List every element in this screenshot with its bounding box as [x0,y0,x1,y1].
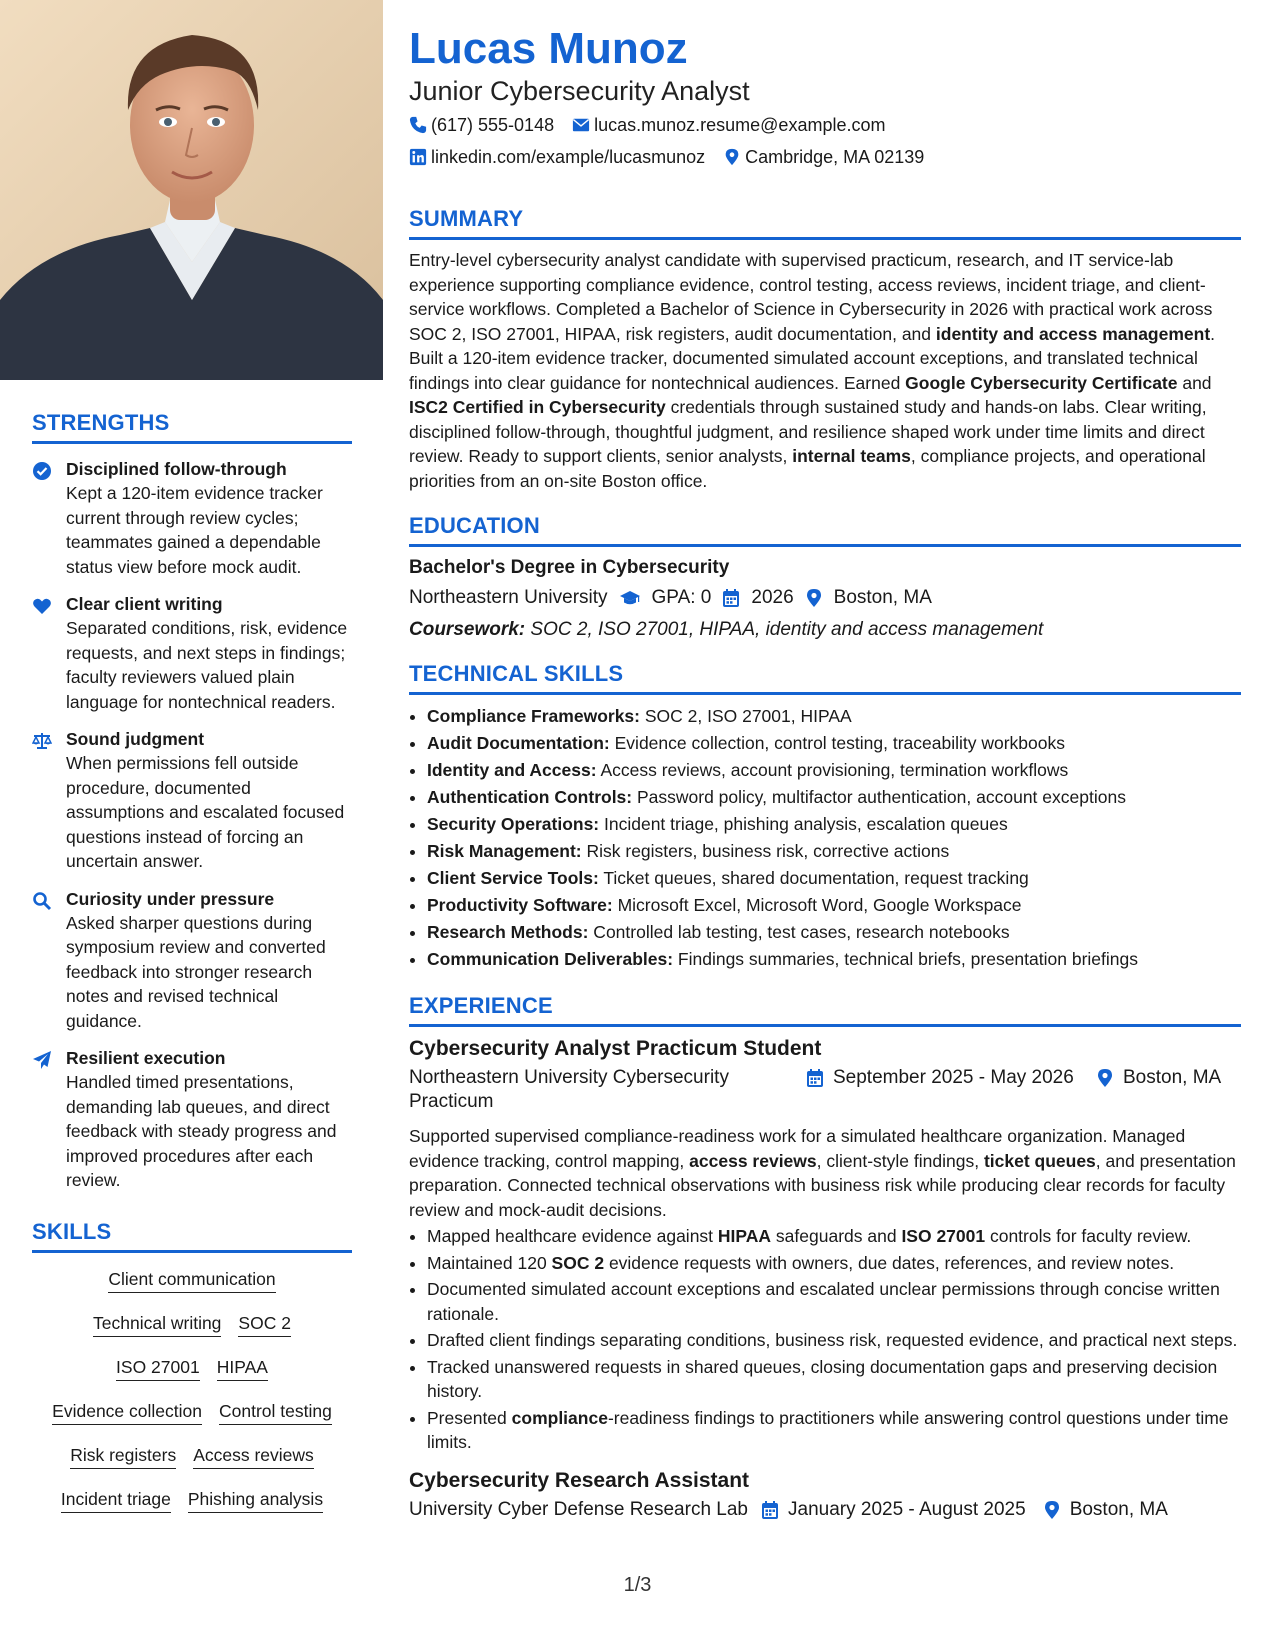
profile-photo [0,0,383,380]
technical-skill-item [427,946,1241,973]
map-pin-icon [723,148,741,166]
job-bullet-bold: ISO 27001 [901,1226,986,1246]
section-divider [409,544,1241,547]
job-bullet-text: Documented simulated account exceptions and escalated unclear permissions through concise written rationale. [427,1279,1220,1324]
skill-category: Identity and Access: [427,760,597,780]
job-organization: Northeastern University Cybersecurity Practicum [409,1067,729,1112]
skill-values: Access reviews, account provisioning, termination workflows [596,760,1069,780]
skill-category: Client Service Tools: [427,868,599,888]
main-content [409,24,1241,1522]
skill-values: Evidence collection, control testing, traceability workbooks [609,733,1065,753]
experience-title: EXPERIENCE [409,993,553,1018]
summary-text: credentials through sustained study and hands-on labs. Clear writing, disciplined follow-through, thoughtful judgment, and resilience shaped work under time limits and direct review. Ready to support clients, senior analysts, [409,397,1207,466]
skill-tag: Evidence collection [52,1399,202,1425]
summary-text: , compliance projects, and operational priorities from an on-site Boston office. [409,446,1206,491]
job-meta [409,1498,1241,1522]
strength-desc: Kept a 120-item evidence tracker current through review cycles; teammates gained a dependable status view before mock audit. [66,483,323,577]
section-divider [409,1024,1241,1027]
strength-desc: When permissions fell outside procedure, documented assumptions and escalated focused questions instead of forcing an uncertain answer. [66,753,345,871]
job-summary [409,1124,1241,1222]
degree-title: Bachelor's Degree in Cybersecurity [409,557,730,578]
technical-skill-item [427,919,1241,946]
job-bullet-text: evidence requests with owners, due dates, references, and review notes. [604,1252,1175,1273]
summary-bold: internal teams [792,446,911,466]
technical-skill-item [427,838,1241,865]
strength-title: Clear client writing [66,594,223,614]
skill-tag: ISO 27001 [116,1355,200,1381]
map-pin-icon [1042,1500,1062,1520]
skill-tag: Control testing [219,1399,332,1425]
section-divider [32,1250,352,1253]
summary-text: and [1177,372,1212,393]
job-summary-bold: ticket queues [983,1150,1096,1171]
technical-skills-section [409,661,1241,973]
phone-link[interactable]: (617) 555-0148 [431,115,555,135]
skill-tag: Client communication [108,1267,275,1293]
skill-values: Password policy, multifactor authentication, account exceptions [632,787,1126,807]
job-bullet-bold: compliance [511,1407,608,1428]
technical-skill-item [427,730,1241,757]
job-bullet-text: -readiness findings to practitioners while answering control questions under time limits. [427,1407,1229,1452]
skill-tag: Incident triage [61,1487,171,1513]
job-bullet [427,1355,1241,1404]
technical-skill-item [427,784,1241,811]
map-pin-icon [804,588,824,608]
section-divider [409,237,1241,240]
job-bullet-bold: SOC 2 [551,1252,605,1273]
skill-category: Authentication Controls: [427,787,633,807]
coursework [409,619,1241,641]
skills-list [32,1267,352,1513]
education-section [409,513,1241,641]
job-bullet-text: Presented [427,1407,512,1428]
strength-title: Disciplined follow-through [66,459,287,479]
school-location: Boston, MA [833,587,932,608]
job-summary-bold: access reviews [689,1150,817,1171]
summary-bold: Google Cybersecurity Certificate [905,372,1178,393]
skill-values: SOC 2, ISO 27001, HIPAA [639,706,852,726]
technical-skill-item [427,703,1241,730]
linkedin-icon [409,148,427,166]
summary-text: . Built a 120-item evidence tracker, documented simulated account exceptions, and translated technical findings into clear guidance for nontechnical audiences. Earned [409,323,1216,393]
contact-row [409,110,1241,140]
technical-skill-item [427,811,1241,838]
skill-values: Microsoft Excel, Microsoft Word, Google Workspace [612,895,1022,915]
scale-icon [32,731,52,751]
technical-skills-title: TECHNICAL SKILLS [409,661,624,686]
skill-values: Findings summaries, technical briefs, presentation briefings [673,949,1138,969]
experience-section [409,993,1241,1522]
strength-item [32,458,352,579]
strength-item [32,593,352,714]
strength-item [32,1047,352,1193]
strength-desc: Handled timed presentations, demanding lab queues, and direct feedback with steady progress and improved procedures after each review. [66,1072,337,1190]
sidebar [0,0,383,1650]
paper-plane-icon [32,1050,52,1070]
graduation-cap-icon [618,588,642,608]
skill-tag: Risk registers [70,1443,176,1469]
graduation-year: 2026 [751,587,794,608]
job-bullet-text: controls for faculty review. [985,1226,1192,1246]
education-meta [409,587,1241,609]
school-name: Northeastern University [409,587,608,608]
strength-title: Resilient execution [66,1048,226,1068]
skill-category: Risk Management: [427,841,582,861]
summary-title: SUMMARY [409,206,524,231]
skill-category: Compliance Frameworks: [427,706,640,726]
map-pin-icon [1095,1068,1115,1088]
technical-skill-item [427,865,1241,892]
strength-title: Sound judgment [66,729,205,749]
skill-values: Incident triage, phishing analysis, escalation queues [599,814,1008,834]
job-title: Junior Cybersecurity Analyst [409,76,750,106]
technical-skill-item [427,892,1241,919]
education-title: EDUCATION [409,513,540,538]
job-summary-text: , client-style findings, [816,1150,984,1171]
strength-item [32,888,352,1034]
summary-text [409,248,1241,493]
job-bullet-text: Drafted client findings separating conditions, business risk, requested evidence, and practical next steps. [427,1330,1238,1350]
skill-category: Research Methods: [427,922,589,942]
calendar-icon [805,1068,825,1088]
job-bullet [427,1251,1241,1276]
summary-section [409,206,1241,493]
strength-desc: Separated conditions, risk, evidence requests, and next steps in findings; faculty reviewers valued plain language for nontechnical readers. [66,618,348,712]
location-text: Cambridge, MA 02139 [745,147,925,167]
summary-text: Entry-level cybersecurity analyst candidate with supervised practicum, research, and IT service-lab experience supporting compliance evidence, control testing, access reviews, incident triage, and client-service workflows. Completed a Bachelor of Science in Cybersecurity in 2026 with practical work across SOC 2, ISO 27001, HIPAA, risk registers, audit documentation, and [409,250,1213,344]
job-dates: January 2025 - August 2025 [788,1498,1026,1520]
job-bullet [427,1224,1241,1249]
skill-values: Controlled lab testing, test cases, research notebooks [588,922,1010,942]
skill-tag: SOC 2 [238,1311,291,1337]
skill-tag: HIPAA [217,1355,268,1381]
page-number: 1/3 [623,1574,652,1596]
email-link[interactable]: lucas.munoz.resume@example.com [594,115,886,135]
strength-item [32,728,352,874]
job-bullet-text: Mapped healthcare evidence against [427,1226,718,1246]
job-bullet [427,1406,1241,1455]
technical-skills-list [409,703,1241,973]
skill-tag: Phishing analysis [188,1487,323,1513]
calendar-icon [721,588,741,608]
job-role: Cybersecurity Analyst Practicum Student [409,1037,822,1060]
contact-row [409,142,1241,172]
job-organization: University Cyber Defense Research Lab [409,1498,748,1520]
search-icon [32,891,52,911]
coursework-label: Coursework: [409,619,526,640]
job-bullet [427,1328,1241,1353]
job-summary-text: Supported supervised compliance-readiness work for a simulated healthcare organization. Managed evidence tracking, control mapping, [409,1126,1186,1171]
job-location: Boston, MA [1069,1498,1168,1520]
check-circle-icon [32,461,52,481]
phone-icon [409,116,427,134]
job-bullet [427,1277,1241,1326]
skill-values: Ticket queues, shared documentation, request tracking [598,868,1029,888]
coursework-text: SOC 2, ISO 27001, HIPAA, identity and access management [525,619,1044,640]
skill-category: Communication Deliverables: [427,949,674,969]
skill-tag: Technical writing [93,1311,221,1337]
job-meta [409,1066,1241,1114]
section-divider [409,692,1241,695]
job-location: Boston, MA [1123,1067,1222,1088]
skill-tag: Access reviews [193,1443,314,1469]
job-bullet-bold: HIPAA [717,1226,772,1246]
job-bullet-text: Maintained 120 [427,1252,552,1273]
job-bullet-text: safeguards and [771,1226,902,1246]
candidate-name: Lucas Munoz [409,24,688,73]
strengths-title: STRENGTHS [32,410,170,435]
skill-values: Risk registers, business risk, corrective actions [581,841,950,861]
skills-title: SKILLS [32,1218,112,1244]
envelope-icon [572,116,590,134]
job-dates: September 2025 - May 2026 [833,1067,1074,1088]
calendar-icon [760,1500,780,1520]
strength-title: Curiosity under pressure [66,888,275,909]
summary-bold: identity and access management [935,323,1211,344]
gpa-text: GPA: 0 [651,587,712,608]
skill-category: Productivity Software: [427,895,613,915]
skill-category: Security Operations: [427,814,600,834]
job-role: Cybersecurity Research Assistant [409,1468,750,1492]
heart-icon [32,596,52,616]
summary-bold: ISC2 Certified in Cybersecurity [409,397,666,417]
job-bullet-text: Tracked unanswered requests in shared queues, closing documentation gaps and preserving decision history. [427,1356,1218,1401]
technical-skill-item [427,757,1241,784]
job-bullets [409,1224,1241,1455]
skill-category: Audit Documentation: [427,733,610,753]
strength-desc: Asked sharper questions during symposium review and converted feedback into stronger research notes and revised technical guidance. [66,912,326,1031]
section-divider [32,441,352,444]
job-summary-text: , and presentation preparation. Connected technical observations with business risk while producing clear records for faculty review and mock-audit decisions. [409,1150,1236,1220]
linkedin-link[interactable]: linkedin.com/example/lucasmunoz [431,147,706,167]
